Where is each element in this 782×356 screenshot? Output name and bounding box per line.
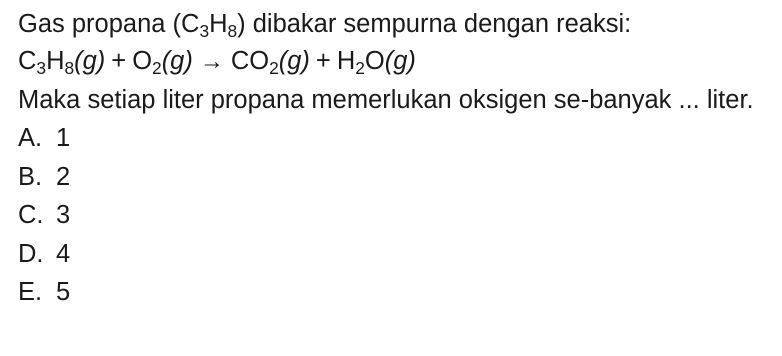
propane-h: H <box>46 47 65 75</box>
formula-h-count: 8 <box>227 20 238 41</box>
option-value: 3 <box>56 201 71 229</box>
option-letter: E. <box>18 278 43 306</box>
oxygen-count: 2 <box>152 57 162 78</box>
option-e[interactable] <box>18 273 768 312</box>
option-c[interactable] <box>18 196 768 235</box>
propane-state: (g) <box>74 47 106 75</box>
reaction-equation <box>18 43 768 80</box>
propane-c-count: 3 <box>36 57 47 78</box>
formula-h-symbol: H <box>209 10 228 38</box>
co2-count: 2 <box>269 57 279 78</box>
option-value: 4 <box>56 239 71 268</box>
reaction-arrow-icon: → <box>199 48 224 75</box>
option-letter: A. <box>18 124 43 152</box>
option-b[interactable] <box>18 158 768 197</box>
propane-h-count: 8 <box>64 57 75 78</box>
question-intro <box>18 6 768 43</box>
water-o: O <box>364 47 385 75</box>
option-letter: C. <box>18 201 44 229</box>
intro-prefix: Gas propana ( <box>18 10 182 38</box>
option-letter: B. <box>18 162 43 191</box>
option-value: 1 <box>56 124 71 152</box>
plus-sign: + <box>111 47 127 75</box>
co2-state: (g) <box>278 47 310 75</box>
water-h-count: 2 <box>355 57 365 78</box>
option-d[interactable] <box>18 235 768 274</box>
intro-suffix: ) dibakar sempurna dengan reaksi: <box>237 10 632 38</box>
option-letter: D. <box>18 239 44 268</box>
question-prompt: Maka setiap liter propana memerlukan oksigen se-banyak ... liter. <box>18 86 754 114</box>
oxygen-state: (g) <box>161 47 193 75</box>
water-state: (g) <box>384 47 416 75</box>
question-document <box>18 6 768 312</box>
oxygen-o: O <box>132 47 153 75</box>
option-value: 5 <box>56 278 71 306</box>
propane-c: C <box>18 47 37 75</box>
option-value: 2 <box>56 162 71 191</box>
water-h: H <box>336 47 356 75</box>
plus-sign: + <box>315 47 331 75</box>
answer-options <box>18 119 768 312</box>
formula-c-symbol: C <box>181 10 200 38</box>
formula-c-count: 3 <box>199 20 210 41</box>
option-a[interactable] <box>18 119 768 158</box>
co2-co: CO <box>230 47 270 75</box>
